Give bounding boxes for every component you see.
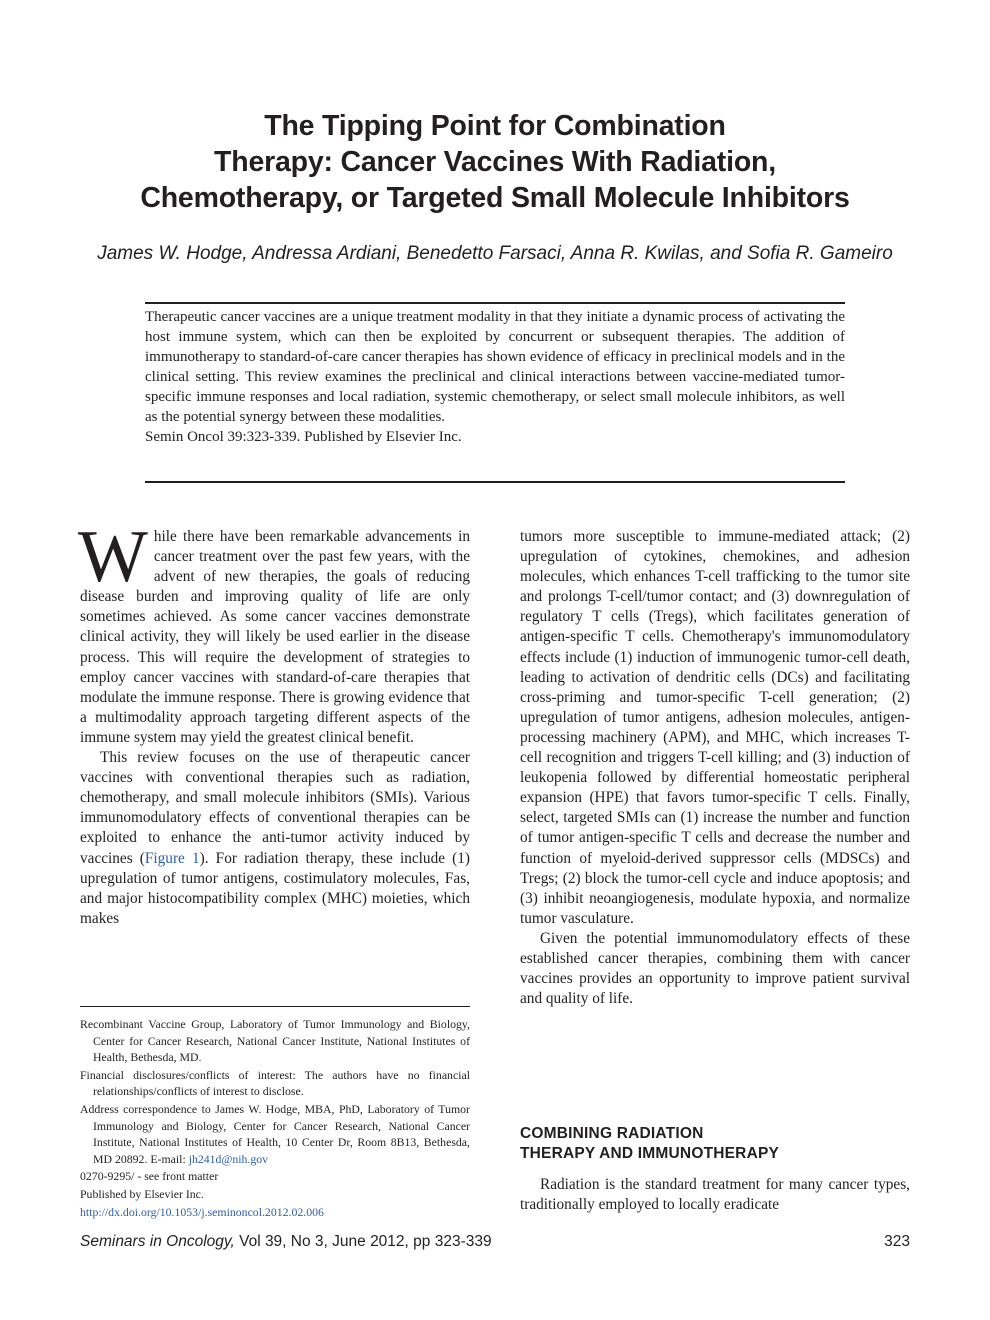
abstract [145,307,845,447]
review-paragraph [80,748,470,929]
journal-name: Seminars in Oncology, [80,1233,235,1250]
address-note [80,1101,470,1167]
radiation-paragraph: Radiation is the standard treatment for many cancer types, traditionally employed to locally eradicate [520,1176,910,1214]
section-heading-line-2: THERAPY AND IMMUNOTHERAPY [520,1145,780,1162]
title-line-3: Chemotherapy, or Targeted Small Molecule Inhibitors [140,182,850,214]
potential-paragraph: Given the potential immunomodulatory effects of these established cancer therapies, combining them with cancer vaccines provides an opportunity to improve patient survival and quality of life. [520,929,910,1008]
section-heading-line-1: COMBINING RADIATION [520,1125,704,1142]
publisher-note: Published by Elsevier Inc. [80,1186,204,1201]
disclosure-note: Financial disclosures/conflicts of interest: The authors have no financial relationships/conflicts of interest to disclose. [80,1067,470,1099]
footnote-rule [80,1006,470,1007]
affiliation-note: Recombinant Vaccine Group, Laboratory of Tumor Immunology and Biology, Center for Cancer Research, National Cancer Institute, National Institutes of Health, Bethesda, MD. [80,1017,470,1065]
review-text-a: This review focuses on the use of therapeutic cancer vaccines with conventional therapies such as radiation, chemotherapy, and small molecule inhibitors (SMIs). Various immunomodulatory effects of conventional therapies can be exploited to enhance the anti-tumor activity induced by vaccines ( [80,749,470,867]
doi-link[interactable]: http://dx.doi.org/10.1053/j.seminoncol.2012.02.006 [80,1204,324,1219]
intro-paragraph [78,516,470,748]
effects-paragraph: tumors more susceptible to immune-mediated attack; (2) upregulation of cytokines, chemokines, and adhesion molecules, which enhances T-cell trafficking to the tumor site and prolongs T-cell/tumor contact; and (3) downregulation of regulatory T cells (Tregs), which facilitates generation of antigen-specific T cells. Chemotherapy's immunomodulatory effects include (1) induction of immunogenic tumor-cell death, leading to activation of dendritic cells (DCs) and facilitating cross-priming and tumor-specific T-cell generation; (2) upregulation of tumor antigens, adhesion molecules, antigen-processing machinery (APM), and MHC, which increases T-cell recognition and triggers T-cell killing; and (3) induction of leukopenia followed by differential homeostatic peripheral expansion (HPE) that favors tumor-specific T cells. Finally, select, targeted SMIs can (1) increase the number and function of tumor antigen-specific T cells and decrease the number and function of myeloid-derived suppressor cells (MDSCs) and Tregs; (2) block the tumor-cell cycle and induce apoptosis; and (3) inhibit neoangiogenesis, modulate hypoxia, and normalize tumor vasculature. [520,528,910,927]
journal-citation [80,1233,492,1251]
title-line-1: The Tipping Point for Combination [264,110,726,142]
section-body [520,1175,910,1215]
body-column-left [78,516,470,929]
section-heading [520,1124,910,1164]
abstract-top-rule [145,302,845,304]
volume-info: Vol 39, No 3, June 2012, pp 323-339 [234,1233,492,1250]
figure-1-link[interactable]: Figure 1 [144,849,200,867]
author-list: James W. Hodge, Andressa Ardiani, Benedetto Farsaci, Anna R. Kwilas, and Sofia R. Gameiro [97,243,893,264]
title-line-2: Therapy: Cancer Vaccines With Radiation, [214,146,776,178]
issn-note: 0270-9295/ - see front matter [80,1169,219,1184]
abstract-bottom-rule [145,481,845,483]
footnotes [80,1016,470,1221]
intro-text: hile there have been remarkable advancements in cancer treatment over the past few years, with the advent of new therapies, the goals of reducing disease burden and improving quality of life are only sometimes achieved. As some cancer vaccines demonstrate clinical activity, they will likely be used earlier in the disease process. This will require the development of strategies to employ cancer vaccines with standard-of-care therapies that modulate the immune response. There is growing evidence that a multimodality approach targeting different aspects of the immune system may yield the greatest clinical benefit. [80,528,470,746]
page-number: 323 [884,1233,910,1250]
address-text: Address correspondence to James W. Hodge, MBA, PhD, Laboratory of Tumor Immunology and Biology, Center for Cancer Research, National Cancer Institute, National Institutes of Health, 10 Center Dr, Room 8B13, Bethesda, MD 20892. E-mail: [80,1101,470,1166]
body-column-right [520,527,910,1009]
review-text-b: ). For radiation therapy, these include (1) upregulation of tumor antigens, costimulatory molecules, Fas, and major histocompatibility complex (MHC) moieties, which makes [80,849,470,927]
abstract-text: Therapeutic cancer vaccines are a unique treatment modality in that they initiate a dynamic process of activating the host immune system, which can then be exploited by concurrent or subsequent therapies. The addition of immunotherapy to standard-of-care cancer therapies has shown evidence of efficacy in preclinical models and in the clinical setting. This review examines the preclinical and clinical interactions between vaccine-mediated tumor-specific immune responses and local radiation, systemic chemotherapy, or select small molecule inhibitors, as well as the potential synergy between these modalities. [145,309,845,425]
email-link[interactable]: jh241d@nih.gov [188,1151,269,1166]
drop-cap: W [78,516,148,598]
article-title [95,108,895,216]
abstract-citation: Semin Oncol 39:323-339. Published by Elsevier Inc. [145,429,462,445]
